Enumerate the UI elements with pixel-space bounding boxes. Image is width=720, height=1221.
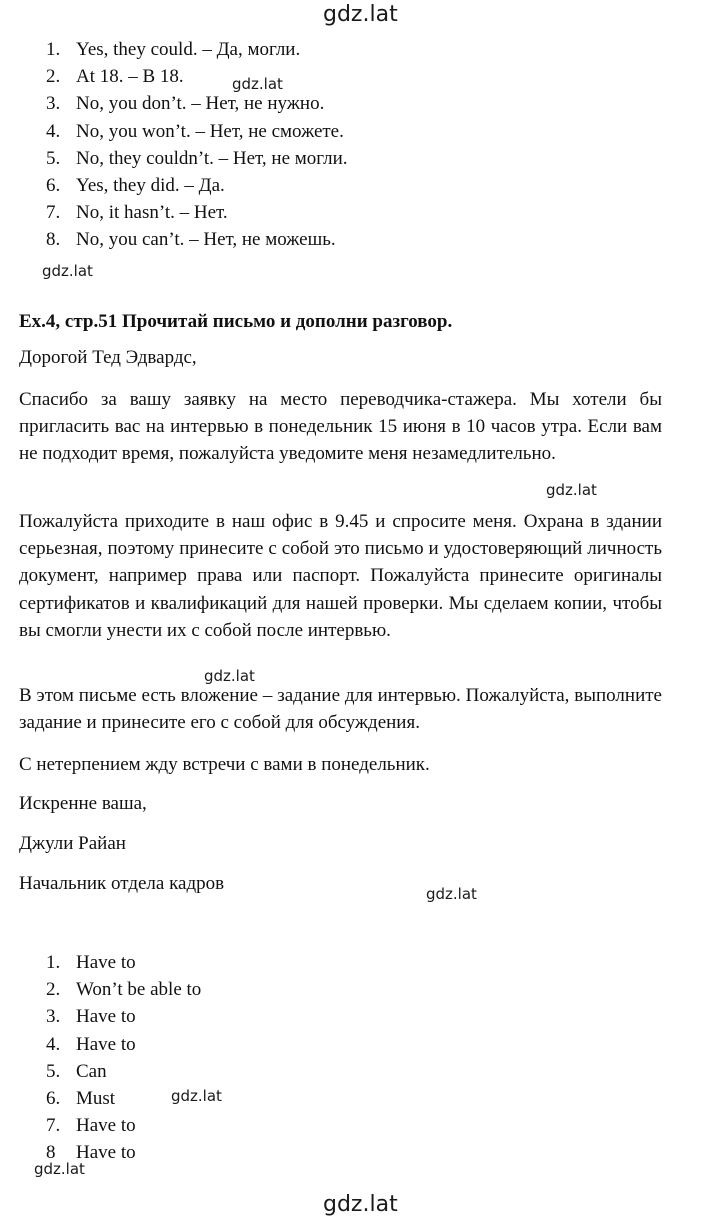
watermark: gdz.lat (204, 667, 255, 685)
letter-paragraph-3: В этом письме есть вложение – задание для интервью. Пожалуйста, выполните задание и принесите его с собой для обсуждения. (19, 685, 662, 734)
watermark-bottom: gdz.lat (323, 1192, 398, 1217)
answers-list-1 (46, 36, 348, 254)
watermark: gdz.lat (546, 481, 597, 499)
list-item (46, 1058, 201, 1085)
item-text: No, you won’t. – Нет, не сможете. (76, 120, 344, 142)
item-text: Have to (76, 1033, 136, 1055)
item-number: 6. (46, 1088, 61, 1110)
item-number: 7. (46, 1115, 61, 1137)
exercise-heading: Ex.4, стр.51 Прочитай письмо и дополни разговор. (19, 311, 453, 332)
item-number: 5. (46, 1060, 61, 1082)
letter-closing: Искренне ваша, (19, 793, 147, 814)
watermark-top: gdz.lat (323, 2, 398, 27)
item-text: Have to (76, 1006, 136, 1028)
watermark: gdz.lat (426, 885, 477, 903)
item-text: At 18. – В 18. (76, 66, 184, 88)
item-number: 5. (46, 147, 61, 169)
letter-signature-title: Начальник отдела кадров (19, 873, 225, 894)
list-item (46, 63, 348, 90)
item-text: No, they couldn’t. – Нет, не могли. (76, 147, 348, 169)
item-number: 1. (46, 952, 61, 973)
item-text: Can (76, 1060, 107, 1082)
list-item (46, 145, 348, 172)
list-item (46, 1085, 201, 1112)
letter-paragraph-2: Пожалуйста приходите в наш офис в 9.45 и спросите меня. Охрана в здании серьезная, поэтому принесите с собой это письмо и удостоверяющий личность документ, например права или паспорт. Пожалуйста принесите оригиналы сертификатов и квалификаций для нашей проверки. Мы сделаем копии, чтобы вы смогли унести их с собой после интервью. (19, 511, 662, 641)
list-item (46, 226, 348, 253)
item-number: 3. (46, 1006, 61, 1028)
item-number: 7. (46, 202, 61, 224)
list-item (46, 1139, 201, 1166)
list-item (46, 1031, 201, 1058)
item-number: 2. (46, 66, 61, 88)
item-number: 3. (46, 93, 61, 115)
item-number: 6. (46, 175, 61, 197)
item-text: No, you can’t. – Нет, не можешь. (76, 229, 336, 251)
watermark: gdz.lat (34, 1160, 85, 1178)
list-item (46, 199, 348, 226)
list-item (46, 36, 348, 63)
item-text: Yes, they could. – Да, могли. (76, 39, 301, 60)
list-item (46, 1003, 201, 1030)
watermark: gdz.lat (171, 1087, 222, 1105)
item-text: Yes, they did. – Да. (76, 175, 225, 197)
item-number: 8 (46, 1142, 56, 1164)
letter-paragraph-1: Спасибо за вашу заявку на место переводчика-стажера. Мы хотели бы пригласить вас на интервью в понедельник 15 июня в 10 часов утра. Если вам не подходит время, пожалуйста уведомите меня незамедлительно. (19, 389, 662, 465)
watermark: gdz.lat (232, 75, 283, 93)
item-text: Have to (76, 1115, 136, 1137)
item-text: Have to (76, 952, 136, 973)
item-number: 2. (46, 979, 61, 1001)
list-item (46, 118, 348, 145)
item-text: Must (76, 1088, 116, 1110)
letter-signature-name: Джули Райан (19, 833, 126, 854)
list-item (46, 90, 348, 117)
item-number: 4. (46, 120, 61, 142)
watermark: gdz.lat (42, 262, 93, 280)
letter-paragraph-4: С нетерпением жду встречи с вами в понедельник. (19, 754, 430, 775)
list-item (46, 172, 348, 199)
item-text: Won’t be able to (76, 979, 202, 1001)
item-number: 1. (46, 39, 61, 60)
list-item (46, 1112, 201, 1139)
letter-greeting: Дорогой Тед Эдвардс, (19, 347, 197, 368)
list-item (46, 949, 201, 976)
item-text: No, you don’t. – Нет, не нужно. (76, 93, 325, 115)
answers-list-2 (46, 949, 201, 1167)
item-text: No, it hasn’t. – Нет. (76, 202, 228, 224)
item-number: 4. (46, 1033, 61, 1055)
list-item (46, 976, 201, 1003)
item-number: 8. (46, 229, 61, 251)
item-text: Have to (76, 1142, 136, 1164)
